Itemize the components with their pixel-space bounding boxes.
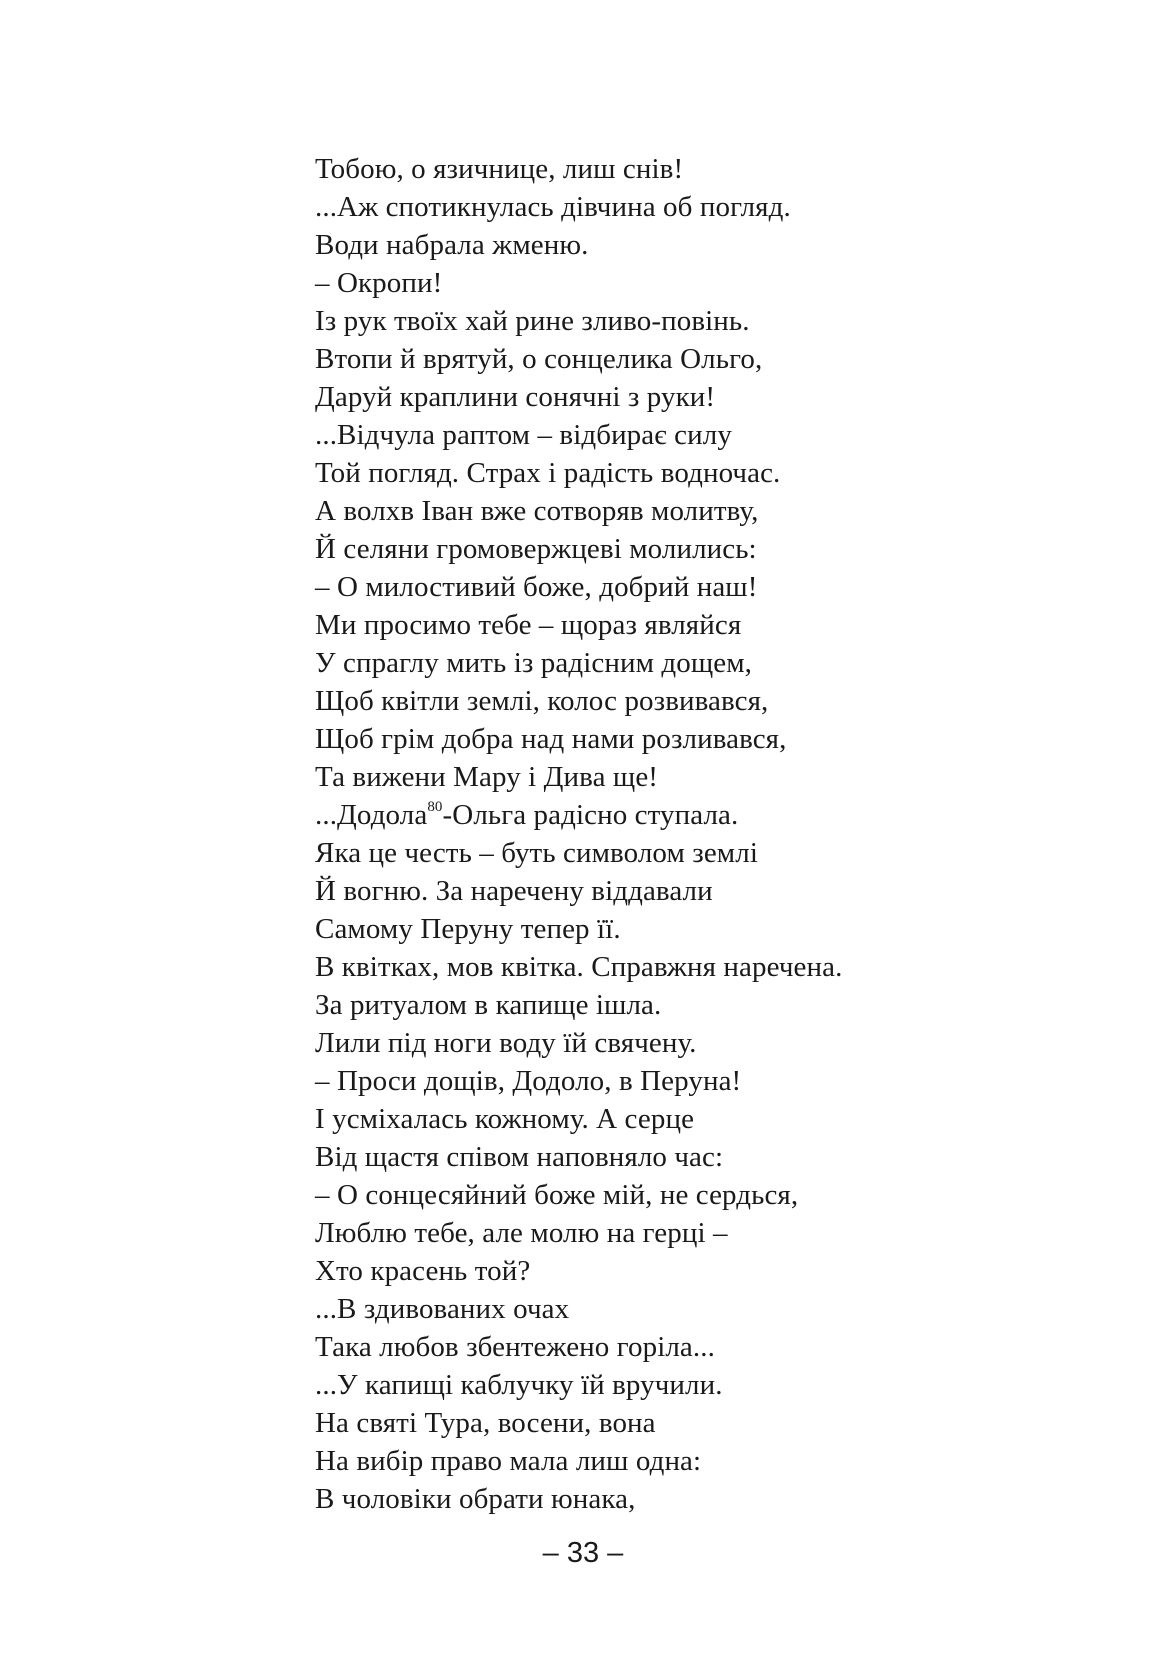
poem-line: ...Відчула раптом – відбирає силу [315, 419, 732, 451]
poem-line: ...Аж спотикнулась дівчина об погляд. [315, 191, 791, 223]
poem-line: Тобою, о язичнице, лиш снів! [315, 153, 684, 185]
poem-line-with-footnote [315, 796, 1075, 834]
poem-line: На вибір право мала лиш одна: [315, 1445, 702, 1477]
page-number: – 33 – [542, 1537, 624, 1569]
footnote-mark[interactable]: 80 [427, 799, 443, 816]
poem-line: Хто красень той? [315, 1255, 531, 1287]
poem-line: Даруй краплини сонячні з руки! [315, 381, 716, 413]
poem-line: Самому Перуну тепер її. [315, 913, 621, 945]
poem-line: А волхв Іван вже сотворяв молитву, [315, 495, 759, 527]
poem-line: ...В здивованих очах [315, 1293, 570, 1325]
poem-line: Й селяни громовержцеві молились: [315, 533, 757, 565]
poem-line: – О сонцесяйний боже мій, не сердься, [315, 1179, 799, 1211]
poem-line: – Проси дощів, Додоло, в Перуна! [315, 1065, 742, 1097]
poem-line-text: ...Додола [315, 799, 428, 831]
poem-line-text: -Ольга радісно ступала. [442, 799, 739, 831]
poem-line: Й вогню. За наречену віддавали [315, 875, 713, 907]
poem-line: – Окропи! [315, 267, 443, 299]
poem-line: Яка це честь – буть символом землі [315, 837, 758, 869]
poem-line: ...У капищі каблучку їй вручили. [315, 1369, 723, 1401]
poem-line: Така любов збентежено горіла... [315, 1331, 715, 1363]
poem-line: На святі Тура, восени, вона [315, 1407, 656, 1439]
poem-line: В чоловіки обрати юнака, [315, 1483, 636, 1515]
poem-line: Від щастя співом наповняло час: [315, 1141, 724, 1173]
poem-line: І усміхалась кожному. А серце [315, 1103, 695, 1135]
poem-line: Ми просимо тебе – щораз являйся [315, 609, 742, 641]
poem-line: Той погляд. Страх і радість водночас. [315, 457, 781, 489]
poem-line: Лили під ноги воду їй свячену. [315, 1027, 697, 1059]
poem-line: Щоб квітли землі, колос розвивався, [315, 685, 769, 717]
poem-line: Води набрала жменю. [315, 229, 589, 261]
poem-line: Та вижени Мару і Дива ще! [315, 761, 659, 793]
poem-line: Із рук твоїх хай рине зливо-повінь. [315, 305, 750, 337]
poem-text [315, 150, 1075, 1518]
poem-line: Щоб грім добра над нами розливався, [315, 723, 787, 755]
poem-line: Втопи й врятуй, о сонцелика Ольго, [315, 343, 763, 375]
poem-line: Люблю тебе, але молю на герці – [315, 1217, 728, 1249]
poem-line: У спраглу мить із радісним дощем, [315, 647, 753, 679]
poem-line: В квітках, мов квітка. Справжня наречена. [315, 951, 843, 983]
poem-line: – О милостивий боже, добрий наш! [315, 571, 758, 603]
poem-line: За ритуалом в капище ішла. [315, 989, 662, 1021]
